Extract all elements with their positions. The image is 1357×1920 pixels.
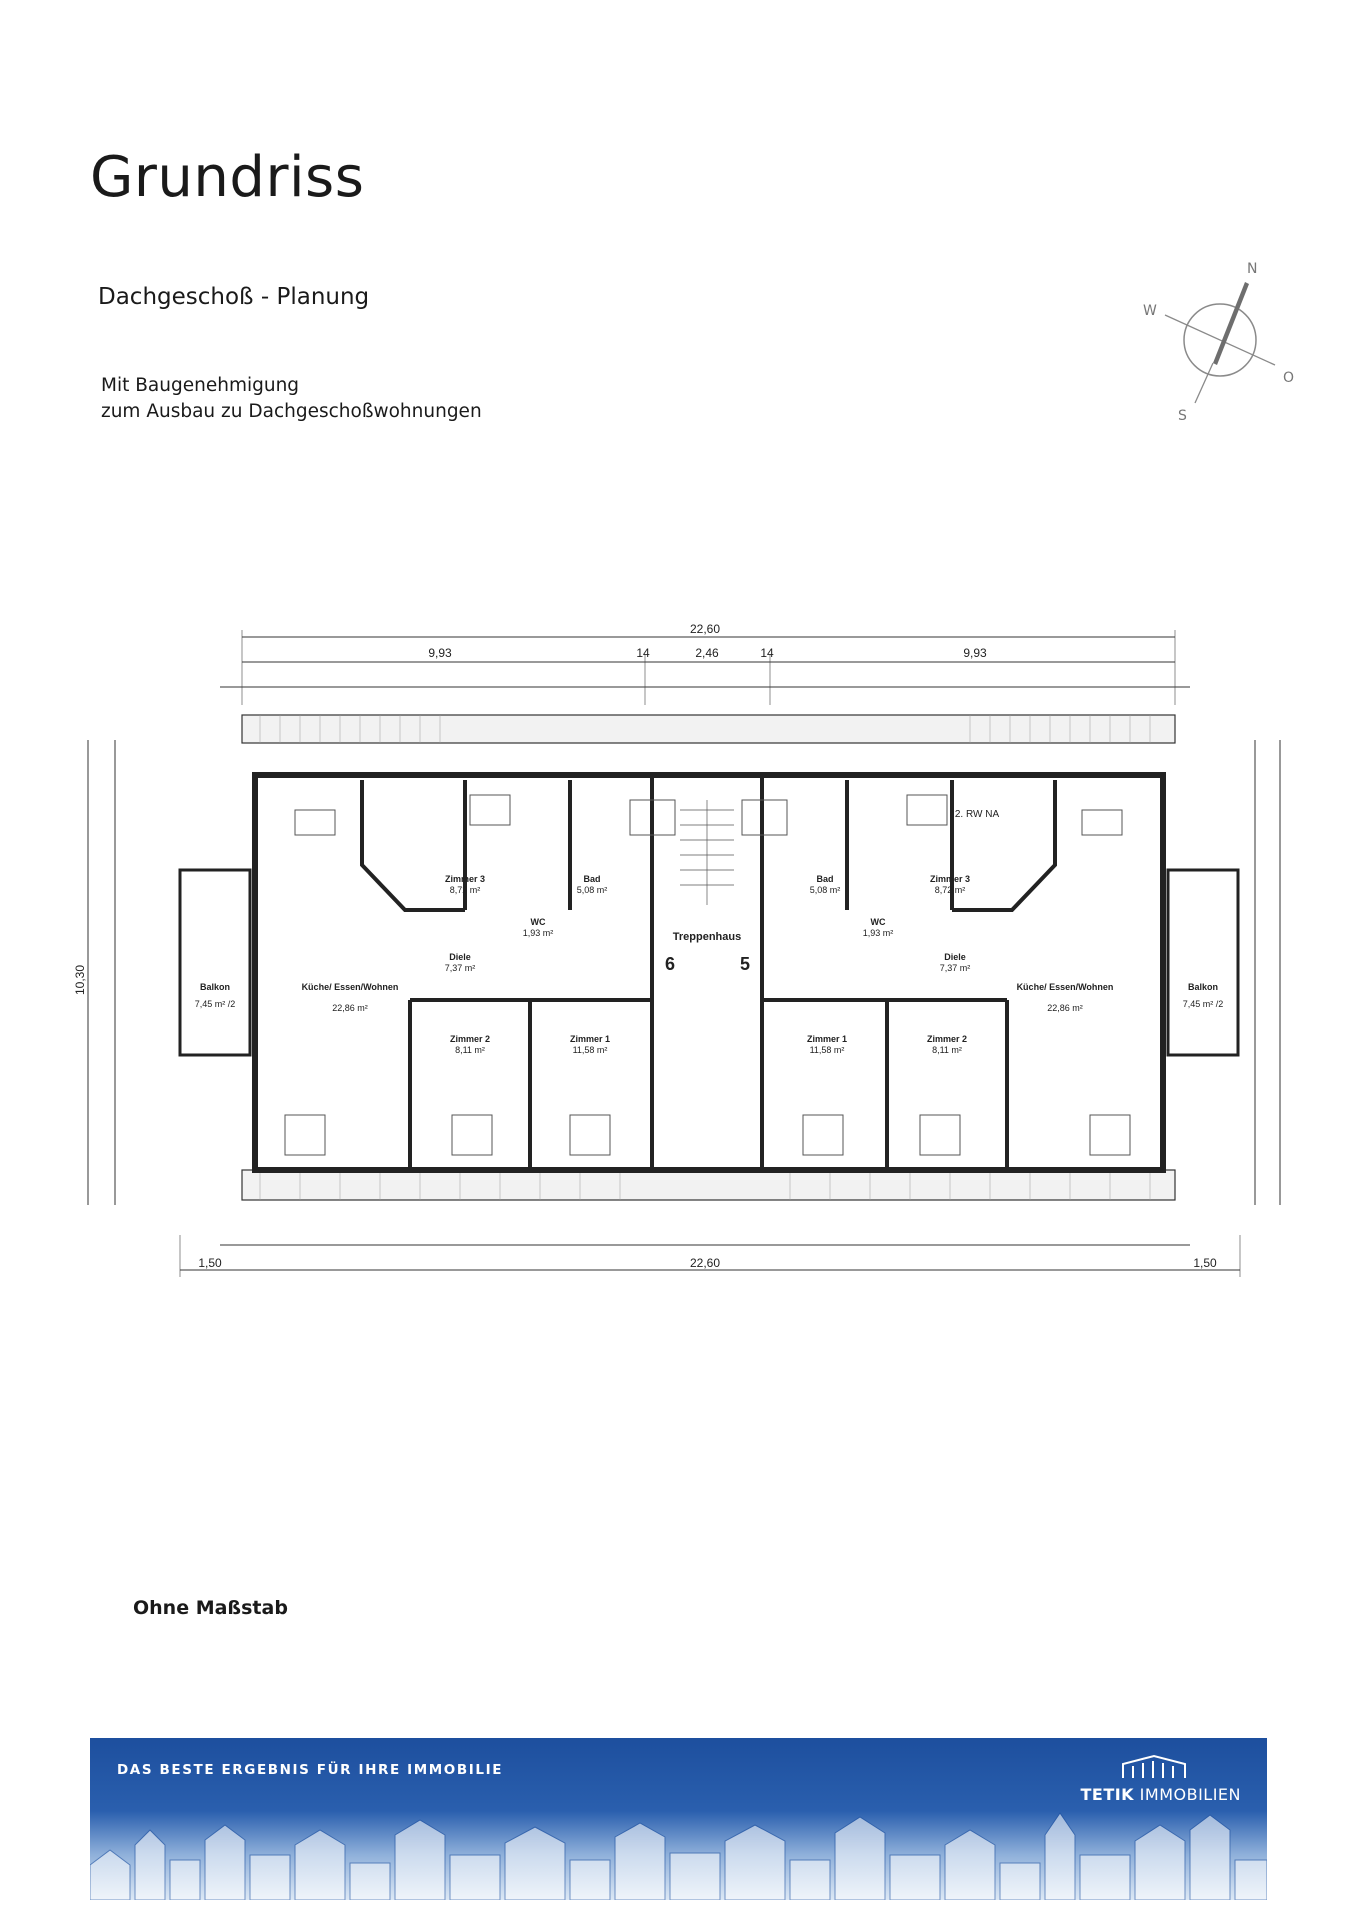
room-zimmer2-left: Zimmer 2: [449, 1034, 491, 1044]
room-zimmer2-left-area: 8,11 m²: [455, 1045, 485, 1055]
rw-label: 2. RW NA: [954, 809, 1000, 820]
dim-top-right-half: 9,93: [963, 646, 987, 660]
room-bad-right: Bad: [816, 874, 834, 884]
compass-south: S: [1178, 408, 1187, 424]
unit-number-right: 5: [739, 954, 751, 974]
room-zimmer3-left-area: 8,72 m²: [449, 885, 481, 895]
balkon-left: Balkon: [199, 982, 231, 992]
room-diele-right-area: 7,37 m²: [939, 963, 971, 973]
room-kueche-right: Küche/ Essen/Wohnen: [1016, 982, 1114, 992]
permit-line-2: zum Ausbau zu Dachgeschoßwohnungen: [101, 401, 482, 422]
room-zimmer2-right-area: 8,11 m²: [932, 1045, 962, 1055]
brand-logo: [1061, 1754, 1241, 1804]
room-zimmer3-right-area: 8,72 m²: [934, 885, 966, 895]
brand-name: [1080, 1785, 1241, 1804]
balkon-right-area: 7,45 m² /2: [1182, 999, 1224, 1009]
dim-top-14b: 14: [760, 646, 774, 660]
room-kueche-left: Küche/ Essen/Wohnen: [301, 982, 399, 992]
city-skyline-illustration: [90, 1805, 1267, 1900]
room-diele-left: Diele: [449, 952, 471, 962]
permit-line-1: Mit Baugenehmigung: [101, 375, 300, 396]
brand-name-bold: TETIK: [1080, 1785, 1135, 1804]
room-bad-left-area: 5,08 m²: [576, 885, 608, 895]
room-diele-left-area: 7,37 m²: [444, 963, 476, 973]
house-logo-icon: [1119, 1754, 1189, 1780]
dim-bottom-left-ext: 1,50: [198, 1256, 222, 1270]
page-title: Grundriss: [90, 145, 365, 210]
dim-top-total: 22,60: [689, 622, 721, 636]
room-wc-left: WC: [530, 917, 546, 927]
compass-north: N: [1247, 261, 1258, 277]
room-wc-left-area: 1,93 m²: [522, 928, 554, 938]
dim-top-left-half: 9,93: [428, 646, 452, 660]
room-wc-right: WC: [870, 917, 886, 927]
room-wc-right-area: 1,93 m²: [862, 928, 894, 938]
room-zimmer2-right: Zimmer 2: [926, 1034, 968, 1044]
room-zimmer1-left-area: 11,58 m²: [572, 1045, 608, 1055]
dim-left-total: 10,30: [73, 964, 87, 996]
room-zimmer3-right: Zimmer 3: [929, 874, 971, 884]
treppenhaus-label: Treppenhaus: [672, 931, 742, 943]
room-zimmer1-right: Zimmer 1: [806, 1034, 848, 1044]
permit-description: [101, 373, 482, 425]
room-zimmer1-right-area: 11,58 m²: [809, 1045, 845, 1055]
dim-top-14a: 14: [636, 646, 650, 660]
dim-bottom-right-ext: 1,50: [1193, 1256, 1217, 1270]
room-zimmer3-left: Zimmer 3: [444, 874, 486, 884]
balkon-left-area: 7,45 m² /2: [194, 999, 236, 1009]
page-subtitle: Dachgeschoß - Planung: [98, 284, 370, 310]
scale-note: Ohne Maßstab: [133, 1597, 288, 1619]
dim-bottom-total: 22,60: [689, 1256, 721, 1270]
brand-name-rest: IMMOBILIEN: [1139, 1785, 1241, 1804]
banner-slogan: DAS BESTE ERGEBNIS FÜR IHRE IMMOBILIE: [117, 1762, 504, 1778]
floor-plan: [70, 605, 1300, 1295]
footer-banner: [90, 1738, 1267, 1900]
unit-number-left: 6: [664, 954, 676, 974]
compass-rose-icon: [1125, 255, 1315, 425]
room-kueche-left-area: 22,86 m²: [332, 1003, 368, 1013]
room-diele-right: Diele: [944, 952, 966, 962]
compass-west: W: [1143, 303, 1157, 319]
room-bad-right-area: 5,08 m²: [809, 885, 841, 895]
dim-top-246: 2,46: [695, 646, 719, 660]
balkon-right: Balkon: [1187, 982, 1219, 992]
room-bad-left: Bad: [583, 874, 601, 884]
compass-east: O: [1283, 370, 1295, 386]
room-kueche-right-area: 22,86 m²: [1047, 1003, 1083, 1013]
room-zimmer1-left: Zimmer 1: [569, 1034, 611, 1044]
